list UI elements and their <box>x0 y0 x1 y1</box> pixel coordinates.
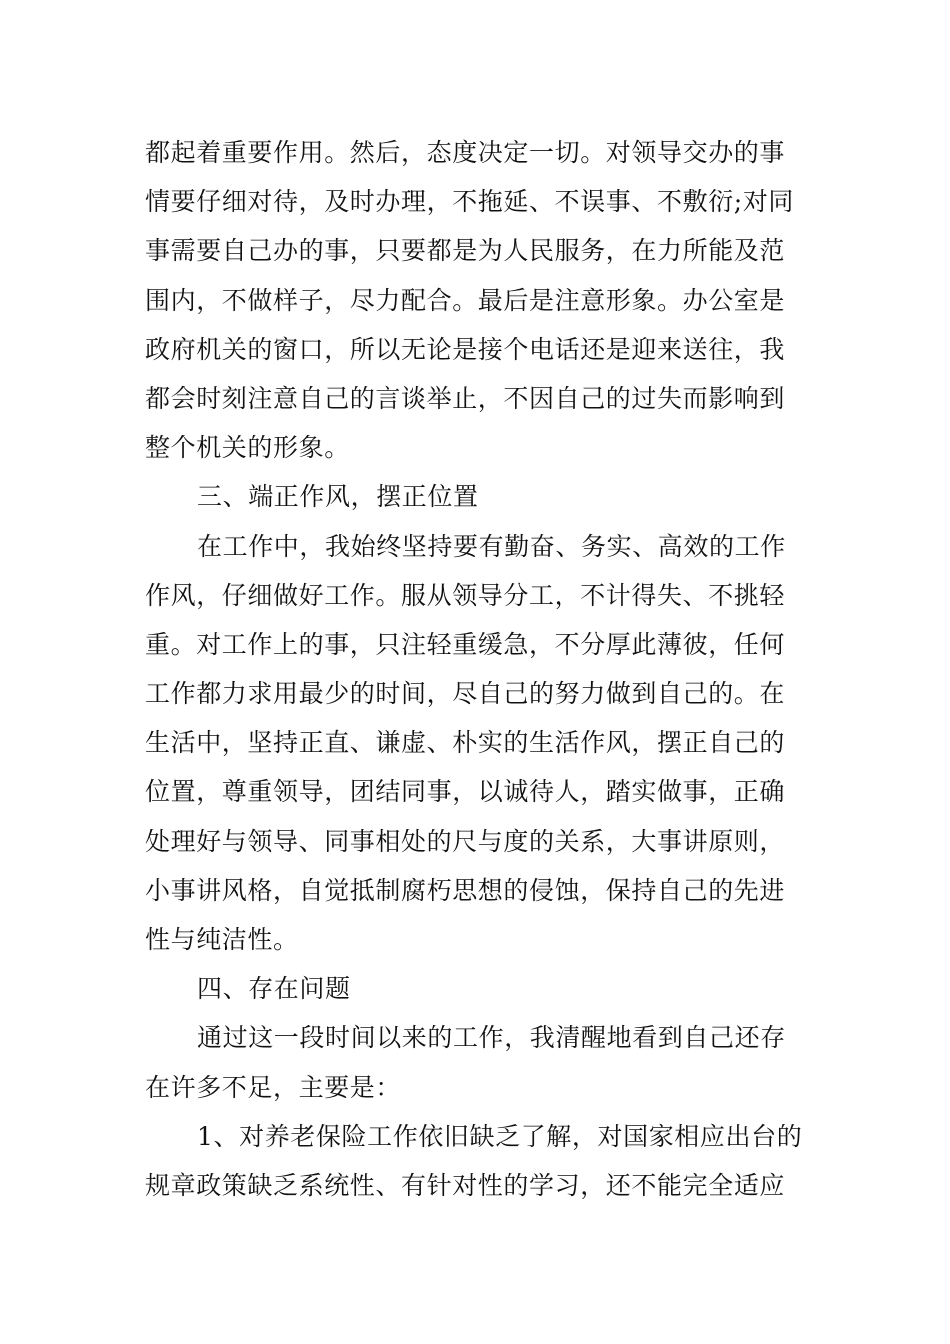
text-line: 规章政策缺乏系统性、有针对性的学习，还不能完全适应 <box>145 1170 786 1200</box>
text-line: 都会时刻注意自己的言谈举止，不因自己的过失而影响到 <box>145 383 786 413</box>
text-line: 1、对养老保险工作依旧缺乏了解，对国家相应出台的 <box>197 1121 803 1151</box>
text-line: 整个机关的形象。 <box>145 433 350 463</box>
document-body <box>145 128 810 1210</box>
text-line: 三、端正作风，摆正位置 <box>197 482 479 512</box>
text-line: 处理好与领导、同事相处的尺与度的关系，大事讲原则， <box>145 826 786 856</box>
text-line: 作风，仔细做好工作。服从领导分工，不计得失、不挑轻 <box>145 580 786 610</box>
text-line: 在工作中，我始终坚持要有勤奋、务实、高效的工作 <box>197 531 786 561</box>
text-line: 小事讲风格，自觉抵制腐朽思想的侵蚀，保持自己的先进 <box>145 875 786 905</box>
text-line: 生活中，坚持正直、谦虚、朴实的生活作风，摆正自己的 <box>145 728 786 758</box>
text-line: 位置，尊重领导，团结同事，以诚待人，踏实做事，正确 <box>145 777 786 807</box>
text-line: 四、存在问题 <box>197 974 351 1004</box>
text-line: 重。对工作上的事，只注轻重缓急，不分厚此薄彼，任何 <box>145 629 786 659</box>
text-line: 在许多不足，主要是： <box>145 1072 402 1102</box>
text-line: 通过这一段时间以来的工作，我清醒地看到自己还存 <box>197 1023 786 1053</box>
text-line: 性与纯洁性。 <box>145 925 299 954</box>
text-line: 围内，不做样子，尽力配合。最后是注意形象。办公室是 <box>145 285 786 315</box>
text-line: 情要仔细对待，及时办理，不拖延、不误事、不敷衍;对同 <box>145 187 795 217</box>
text-line: 事需要自己办的事，只要都是为人民服务，在力所能及范 <box>145 236 786 266</box>
text-line: 工作都力求用最少的时间，尽自己的努力做到自己的。在 <box>145 679 786 709</box>
text-line: 都起着重要作用。然后，态度决定一切。对领导交办的事 <box>145 138 786 167</box>
text-line: 政府机关的窗口，所以无论是接个电话还是迎来送往，我 <box>145 334 786 364</box>
